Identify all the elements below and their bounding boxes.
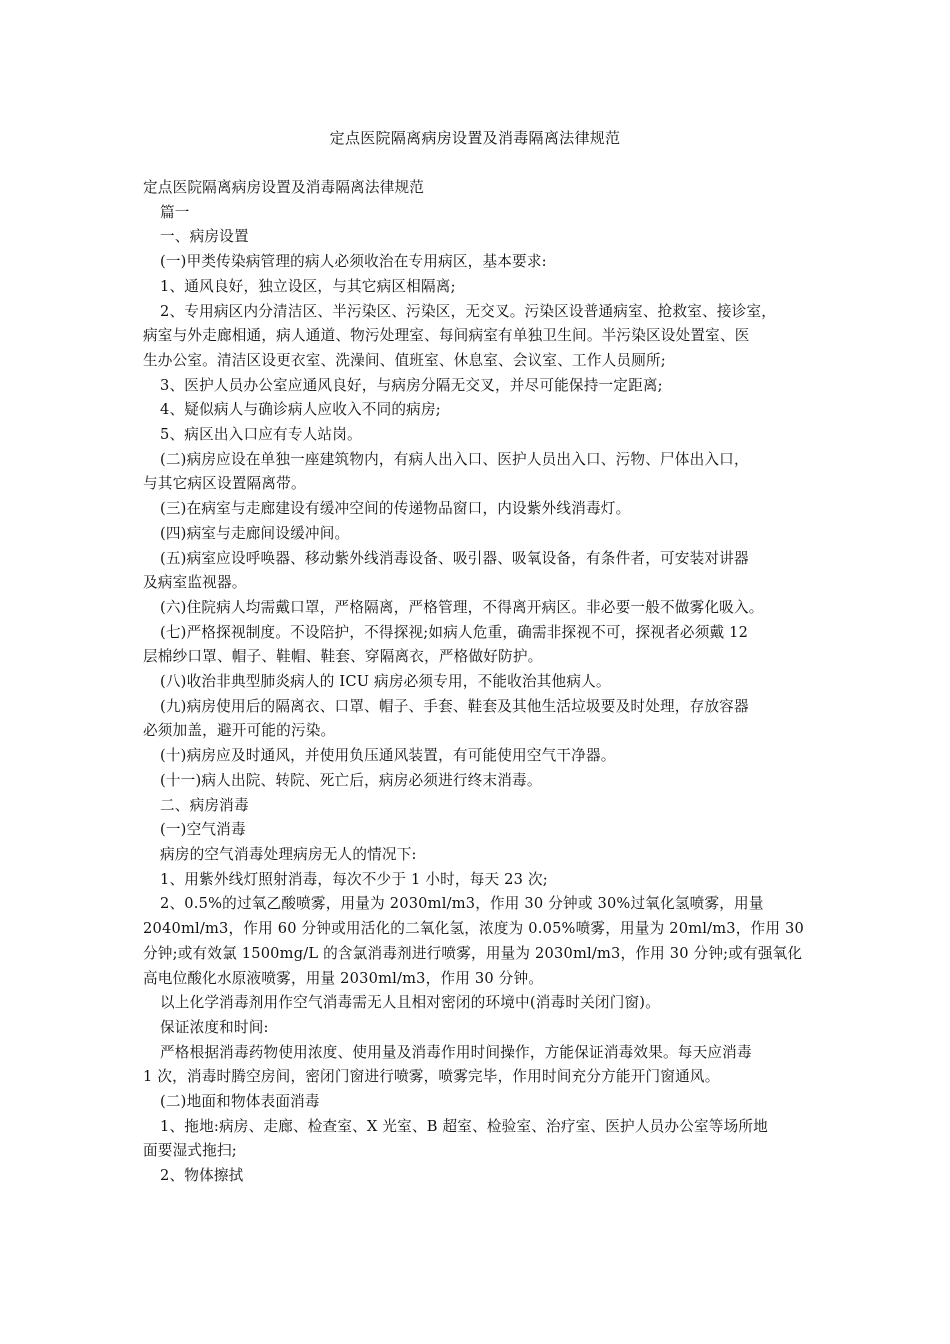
text-line: 生办公室。清洁区设更衣室、洗澡间、值班室、休息室、会议室、工作人员厕所; (143, 351, 666, 369)
text-line: 5、病区出入口应有专人站岗。 (160, 426, 362, 444)
text-line: (五)病室应设呼唤器、移动紫外线消毒设备、吸引器、吸氧设备，有条件者，可安装对讲器 (160, 549, 749, 567)
text-line: 1、拖地:病房、走廊、检查室、X 光室、B 超室、检验室、治疗室、医护人员办公室等场所地 (160, 1117, 768, 1135)
text-line: (八)收治非典型肺炎病人的 ICU 病房必须专用，不能收治其他病人。 (160, 673, 611, 691)
text-line: 3、医护人员办公室应通风良好，与病房分隔无交叉，并尽可能保持一定距离; (160, 376, 663, 394)
text-line: (六)住院病人均需戴口罩，严格隔离，严格管理，不得离开病区。非必要一般不做雾化吸入。 (160, 598, 764, 616)
text-line: (一)甲类传染病管理的病人必须收治在专用病区，基本要求: (160, 253, 547, 271)
text-line: 高电位酸化水原液喷雾，用量 2030ml/m3，作用 30 分钟。 (143, 969, 544, 987)
text-line: 2040ml/m3，作用 60 分钟或用活化的二氧化氢，浓度为 0.05%喷雾，用量为 20ml/m3，作用 30 (143, 920, 804, 938)
text-line: 2、专用病区内分清洁区、半污染区、污染区，无交叉。污染区设普通病室、抢救室、接诊室， (160, 302, 777, 320)
text-line: (二)病房应设在单独一座建筑物内，有病人出入口、医护人员出入口、污物、尸体出入口， (160, 450, 749, 468)
text-line: 以上化学消毒剂用作空气消毒需无人且相对密闭的环境中(消毒时关闭门窗)。 (160, 994, 660, 1012)
text-line: 1 次，消毒时腾空房间，密闭门窗进行喷雾，喷雾完毕，作用时间充分方能开门窗通风。 (143, 1068, 720, 1086)
text-line: 及病室监视器。 (143, 574, 247, 592)
text-line: 1、用紫外线灯照射消毒，每次不少于 1 小时，每天 23 次; (160, 870, 548, 888)
text-line: (十)病房应及时通风，并使用负压通风装置，有可能使用空气干净器。 (160, 747, 616, 765)
text-line: (十一)病人出院、转院、死亡后，病房必须进行终末消毒。 (160, 771, 542, 789)
text-line: (一)空气消毒 (160, 821, 246, 839)
text-line: (四)病室与走廊间设缓冲间。 (160, 524, 350, 542)
text-line: 篇一 (160, 203, 190, 221)
text-line: (九)病房使用后的隔离衣、口罩、帽子、手套、鞋套及其他生活垃圾要及时处理，存放容器 (160, 697, 749, 715)
text-line: 2、物体擦拭 (160, 1167, 244, 1185)
text-line: 1、通风良好，独立设区，与其它病区相隔离; (160, 277, 456, 295)
text-line: 2、0.5%的过氧乙酸喷雾，用量为 2030ml/m3，作用 30 分钟或 30%过氧化氢喷雾，用量 (160, 895, 764, 913)
text-line: (三)在病室与走廊建设有缓冲空间的传递物品窗口，内设紫外线消毒灯。 (160, 500, 631, 518)
text-line: 定点医院隔离病房设置及消毒隔离法律规范 (143, 179, 425, 196)
text-line: 层棉纱口罩、帽子、鞋帽、鞋套、穿隔离衣，严格做好防护。 (143, 648, 543, 666)
text-line: 保证浓度和时间: (160, 1018, 269, 1036)
text-line: 4、疑似病人与确诊病人应收入不同的病房; (160, 401, 441, 419)
text-line: 必须加盖，避开可能的污染。 (143, 722, 336, 740)
text-line: 一、病房设置 (160, 228, 249, 246)
document-title: 定点医院隔离病房设置及消毒隔离法律规范 (329, 129, 621, 147)
text-line: 病室与外走廊相通，病人通道、物污处理室、每间病室有单独卫生间。半污染区设处置室、医 (143, 327, 750, 345)
text-line: 面要湿式拖扫; (143, 1142, 237, 1160)
text-line: 二、病房消毒 (160, 796, 249, 814)
text-line: (二)地面和物体表面消毒 (160, 1093, 320, 1111)
text-line: 病房的空气消毒处理病房无人的情况下: (160, 845, 417, 863)
text-line: 与其它病区设置隔离带。 (143, 475, 306, 493)
document-body (143, 176, 813, 1189)
text-line: (七)严格探视制度。不设陪护，不得探视;如病人危重，确需非探视不可，探视者必须戴 12 (160, 623, 749, 641)
text-line: 分钟;或有效氯 1500mg/L 的含氯消毒剂进行喷雾，用量为 2030ml/m3，作用 30 分钟;或有强氧化 (143, 944, 803, 962)
text-line: 严格根据消毒药物使用浓度、使用量及消毒作用时间操作，方能保证消毒效果。每天应消毒 (160, 1043, 752, 1061)
